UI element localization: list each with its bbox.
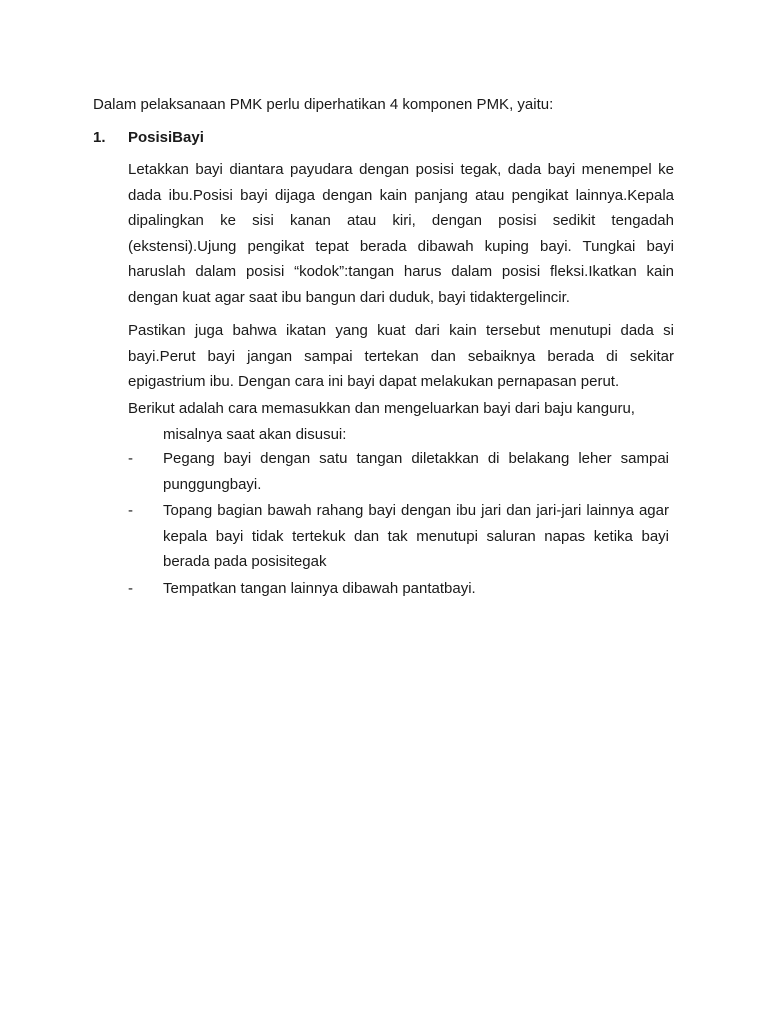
intro-text: Dalam pelaksanaan PMK perlu diperhatikan 4 komponen PMK, yaitu: bbox=[93, 96, 554, 113]
paragraph-position: Letakkan bayi diantara payudara dengan posisi tegak, dada bayi menempel ke dada ibu.Posisi bayi dijaga dengan kain panjang atau pengikat lainnya.Kepala dipalingkan ke sisi kanan atau kiri, dengan posisi sedikit tengadah (ekstensi).Ujung pengikat tepat berada dibawah kuping bayi. Tungkai bayi haruslah dalam posisi “kodok”:tangan harus dalam posisi fleksi.Ikatkan kain dengan kuat agar saat ibu bangun dari duduk, bayi tidaktergelincir. bbox=[128, 161, 674, 306]
list-item bbox=[128, 446, 669, 497]
list-item bbox=[128, 498, 669, 575]
section-heading bbox=[93, 128, 673, 148]
list-item bbox=[128, 576, 669, 602]
bullet-text: Topang bagian bawah rahang bayi dengan ibu jari dan jari-jari lainnya agar kepala bayi tidak tertekuk dan tak menutupi saluran napas ketika bayi berada pada posisitegak bbox=[163, 502, 669, 570]
bullet-marker: - bbox=[128, 579, 133, 597]
bullet-text: Pegang bayi dengan satu tangan diletakkan di belakang leher sampai punggungbayi. bbox=[163, 450, 669, 493]
list-intro bbox=[128, 396, 672, 447]
bullet-marker: - bbox=[128, 502, 133, 519]
paragraph-binding: Pastikan juga bahwa ikatan yang kuat dari kain tersebut menutupi dada si bayi.Perut bayi jangan sampai tertekan dan sebaiknya berada di sekitar epigastrium ibu. Dengan cara ini bayi dapat melakukan pernapasan perut. bbox=[128, 322, 674, 390]
section-number: 1. bbox=[93, 129, 106, 146]
section-title: PosisiBayi bbox=[128, 129, 204, 146]
bullet-list bbox=[128, 446, 669, 602]
list-intro-first-line: Berikut adalah cara memasukkan dan mengeluarkan bayi dari baju kanguru, bbox=[128, 400, 635, 417]
bullet-text: Tempatkan tangan lainnya dibawah pantatbayi. bbox=[163, 579, 476, 597]
list-intro-continuation: misalnya saat akan disusui: bbox=[163, 425, 347, 443]
bullet-marker: - bbox=[128, 450, 133, 467]
